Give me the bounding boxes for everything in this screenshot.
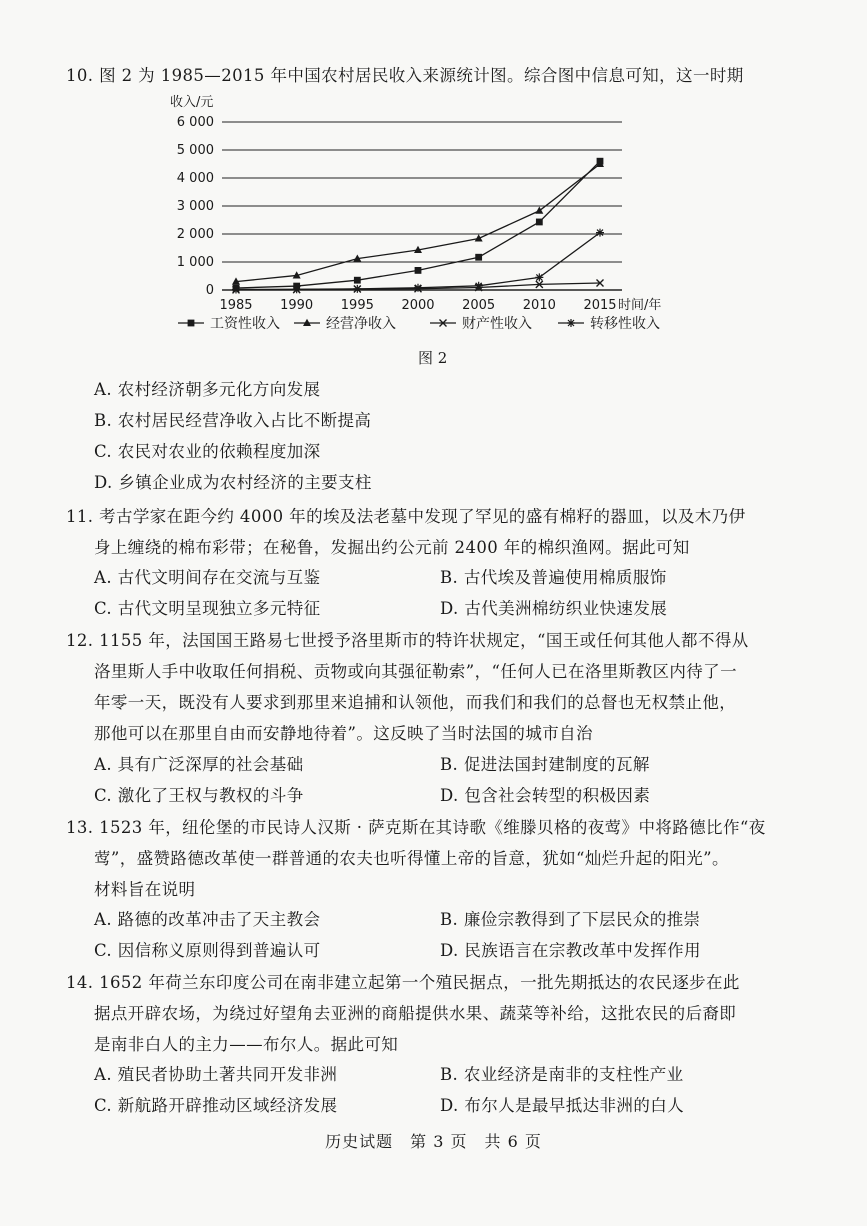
y-axis-label: 收入/元 (170, 95, 214, 110)
q12-option-d[interactable]: D. 包含社会转型的积极因素 (440, 786, 651, 805)
q13-option-a[interactable]: A. 路德的改革冲击了天主教会 (94, 910, 321, 929)
y-tick-label: 0 (205, 283, 214, 298)
x-tick-label: 1990 (280, 298, 314, 313)
q11-stem-line-2: 身上缠绕的棉布彩带；在秘鲁，发掘出约公元前 2400 年的棉织渔网。据此可知 (94, 538, 690, 557)
data-point-series-0 (354, 277, 361, 284)
q12-option-a[interactable]: A. 具有广泛深厚的社会基础 (94, 755, 304, 774)
q11-stem-line-1: 11. 考古学家在距今约 4000 年的埃及法老墓中发现了罕见的盛有棉籽的器皿，以及木乃伊 (66, 507, 746, 526)
q10-stem: 10. 图 2 为 1985—2015 年中国农村居民收入来源统计图。综合图中信息可知，这一时期 (66, 66, 744, 85)
series-line-1 (236, 164, 600, 282)
y-tick-label: 2 000 (176, 227, 214, 242)
q14-stem-line-3: 是南非白人的主力——布尔人。据此可知 (94, 1035, 399, 1054)
q12-option-c[interactable]: C. 激化了王权与教权的斗争 (94, 786, 304, 805)
q10-option-c[interactable]: C. 农民对农业的依赖程度加深 (94, 442, 321, 461)
q14-option-c[interactable]: C. 新航路开辟推动区域经济发展 (94, 1096, 338, 1115)
y-tick-label: 5 000 (176, 143, 214, 158)
q12-option-b[interactable]: B. 促进法国封建制度的瓦解 (440, 755, 650, 774)
q11-option-c[interactable]: C. 古代文明呈现独立多元特征 (94, 599, 321, 618)
data-point-series-0 (475, 254, 482, 261)
data-point-series-0 (415, 267, 422, 274)
x-tick-label: 1995 (340, 298, 374, 313)
q10-option-d[interactable]: D. 乡镇企业成为农村经济的主要支柱 (94, 473, 372, 492)
x-tick-label: 2015 (583, 298, 617, 313)
legend-label: 转移性收入 (590, 316, 660, 332)
data-point-series-1 (535, 207, 543, 214)
q13-stem-line-3: 材料旨在说明 (94, 880, 196, 899)
q13-option-b[interactable]: B. 廉俭宗教得到了下层民众的推崇 (440, 910, 701, 929)
x-tick-label: 2010 (522, 298, 556, 313)
data-point-series-3 (353, 285, 361, 293)
x-tick-label: 2000 (401, 298, 435, 313)
data-point-series-3 (535, 273, 543, 281)
income-source-line-chart (160, 88, 680, 344)
x-tick-label: 2005 (462, 298, 496, 313)
q13-stem-line-1: 13. 1523 年，纽伦堡的市民诗人汉斯 · 萨克斯在其诗歌《维滕贝格的夜莺》中将路德比作“夜 (66, 818, 766, 837)
q12-stem-line-3: 年零一天，既没有人要求到那里来追捕和认领他，而我们和我们的总督也无权禁止他， (94, 693, 737, 712)
q11-option-d[interactable]: D. 古代美洲棉纺织业快速发展 (440, 599, 668, 618)
q13-option-d[interactable]: D. 民族语言在宗教改革中发挥作用 (440, 941, 701, 960)
data-point-series-0 (536, 219, 543, 226)
legend-marker (567, 319, 575, 327)
q10-option-b[interactable]: B. 农村居民经营净收入占比不断提高 (94, 411, 372, 430)
q14-option-b[interactable]: B. 农业经济是南非的支柱性产业 (440, 1065, 684, 1084)
legend-label: 经营净收入 (326, 316, 396, 332)
y-tick-label: 4 000 (176, 171, 214, 186)
data-point-series-3 (293, 285, 301, 293)
x-axis-label: 时间/年 (618, 298, 662, 313)
q14-stem-line-2: 据点开辟农场，为绕过好望角去亚洲的商船提供水果、蔬菜等补给，这批农民的后裔即 (94, 1004, 737, 1023)
legend-label: 财产性收入 (462, 316, 532, 332)
page-footer: 历史试题 第 3 页 共 6 页 (325, 1132, 542, 1151)
y-tick-label: 6 000 (176, 115, 214, 130)
figure-caption: 图 2 (418, 349, 448, 367)
legend-label: 工资性收入 (210, 316, 280, 332)
q10-option-a[interactable]: A. 农村经济朝多元化方向发展 (94, 380, 321, 399)
q14-stem-line-1: 14. 1652 年荷兰东印度公司在南非建立起第一个殖民据点，一批先期抵达的农民逐步在此 (66, 973, 740, 992)
data-point-series-3 (232, 285, 240, 293)
legend-marker (188, 320, 195, 327)
series-line-3 (236, 233, 600, 290)
y-tick-label: 1 000 (176, 255, 214, 270)
q13-stem-line-2: 莺”，盛赞路德改革使一群普通的农夫也听得懂上帝的旨意，犹如“灿烂升起的阳光”。 (94, 849, 729, 868)
x-tick-label: 1985 (219, 298, 253, 313)
data-point-series-3 (414, 284, 422, 292)
q12-stem-line-2: 洛里斯人手中收取任何捐税、贡物或向其强征勒索”，“任何人已在洛里斯教区内待了一 (94, 662, 737, 681)
data-point-series-3 (475, 282, 483, 290)
data-point-series-3 (596, 229, 604, 237)
q12-stem-line-1: 12. 1155 年，法国国王路易七世授予洛里斯市的特许状规定，“国王或任何其他人都不得从 (66, 631, 749, 650)
q13-option-c[interactable]: C. 因信称义原则得到普遍认可 (94, 941, 321, 960)
q11-option-b[interactable]: B. 古代埃及普遍使用棉质服饰 (440, 568, 667, 587)
q14-option-d[interactable]: D. 布尔人是最早抵达非洲的白人 (440, 1096, 685, 1115)
q14-option-a[interactable]: A. 殖民者协助土著共同开发非洲 (94, 1065, 338, 1084)
q12-stem-line-4: 那他可以在那里自由而安静地待着”。这反映了当时法国的城市自治 (94, 724, 593, 743)
q11-option-a[interactable]: A. 古代文明间存在交流与互鉴 (94, 568, 321, 587)
y-tick-label: 3 000 (176, 199, 214, 214)
